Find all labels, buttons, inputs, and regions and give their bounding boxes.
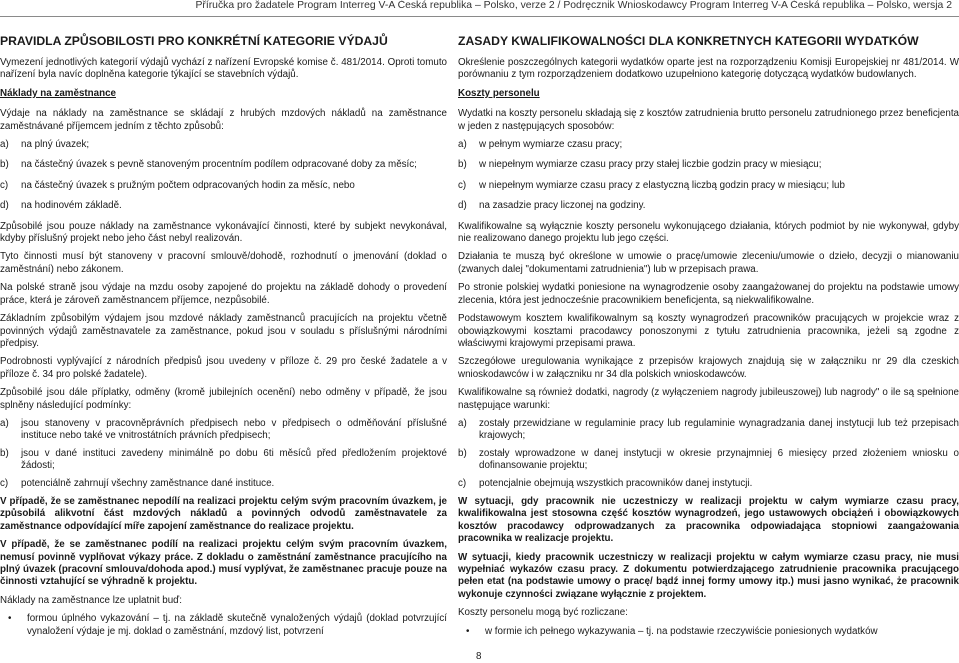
list-item [0, 448, 447, 473]
intro-paragraph: Określenie poszczególnych kategorii wydatków oparte jest na rozporządzeniu Komisji Europejskiej nr 481/2014. W porównaniu z tym rozporządzeniem dodatkowo uzupełniono kategorię dotyczącą wydatków budowlanych. [458, 57, 959, 81]
list-marker: a) [458, 139, 467, 151]
polish-column [458, 34, 959, 646]
list-marker: c) [0, 477, 9, 489]
bullet-marker: • [8, 613, 12, 625]
list-item [0, 139, 447, 151]
page-number: 8 [476, 651, 482, 662]
list-marker: b) [0, 159, 9, 171]
list-item-text: na zasadzie pracy liczonej na godziny. [479, 200, 646, 212]
list-item-text: w niepełnym wymiarze czasu pracy z elastyczną liczbą godzin pracy w miesiącu; lub [479, 179, 845, 191]
list-item-text: formou úplného vykazování – tj. na základě skutečně vynaložených výdajů (doklad potvrzující vynaložení výdaje je mj. doklad o zaměstnání, mzdový list, potvrzení [27, 613, 447, 637]
bold-paragraph: W sytuacji, gdy pracownik nie uczestniczy w realizacji projektu w całym wymiarze czasu pracy, kwalifikowalna jest stosowna część kosztów wynagrodzeń, jego ustawowych obciążeń i obowiązkowych kosztów pracodawcy odprowadzanych za pracownika odpowiadająca stopniowi zaangażowania pracownika w realizacje projektu. [458, 495, 959, 545]
list-item [458, 180, 959, 192]
list-marker: b) [458, 447, 467, 459]
running-header [0, 0, 959, 14]
list-item [458, 418, 959, 443]
list-item-text: na hodinovém základě. [21, 200, 122, 212]
list-item-text: na plný úvazek; [21, 139, 90, 151]
list-item-text: zostały przewidziane w regulaminie pracy lub regulaminie wynagradzania danej instytucji lub też przepisach krajowych; [479, 417, 959, 442]
list-item-text: potenciálně zahrnují všechny zaměstnance dané instituce. [21, 477, 275, 489]
bold-paragraph: V případě, že se zaměstnanec podílí na realizaci projektu celým svým pracovním úvazkem, nemusí povinně vyplňovat výkazy práce. Z dokladu o zaměstnání zaměstnance pracujícího na plný úvazek (pracovní smlouva/dohoda apod.) musí vyplývat, že zaměstnanec pracuje pouze na činnosti vztahující se výhradně k projektu. [0, 539, 447, 588]
list-marker: d) [0, 200, 9, 212]
section-title: PRAVIDLA ZPŮSOBILOSTI PRO KONKRÉTNÍ KATEGORIE VÝDAJŮ [0, 34, 388, 48]
list-marker: c) [458, 179, 467, 191]
list-item [458, 448, 959, 473]
list-item-text: w pełnym wymiarze czasu pracy; [479, 139, 623, 151]
list-item-text: na částečný úvazek s pevně stanoveným procentním podílem odpracované doby za měsíc; [21, 159, 417, 171]
conditions-list [0, 418, 447, 490]
paragraph: Tyto činnosti musí být stanoveny v pracovní smlouvě/dohodě, rozhodnutí o jmenování (doklad o zaměstnání) nebo zákonem. [0, 251, 447, 275]
running-title: Příručka pro žadatele Program Interreg V-A Česká republika – Polsko, verze 2 / Podręcznik Wnioskodawcy Program Interreg V-A Česká republika – Polsko, wersja 2 [195, 0, 952, 11]
bullet-list [0, 613, 447, 638]
employment-types-list [0, 139, 447, 213]
list-item-text: w niepełnym wymiarze czasu pracy przy stałej liczbie godzin pracy w miesiącu; [479, 159, 822, 171]
czech-column [0, 34, 447, 646]
list-item [458, 200, 959, 212]
paragraph: Náklady na zaměstnance lze uplatnit buď: [0, 594, 182, 606]
list-item [0, 180, 447, 192]
paragraph: Podstawowym kosztem kwalifikowalnym są koszty wynagrodzeń pracowników pracujących w projekcie wraz z obowiązkowymi kosztami pracodawcy ponoszonymi z tytułu zatrudnienia pracownika, jeżeli są zgodne z właściwymi krajowymi przepisami prawa. [458, 313, 959, 349]
list-item [458, 626, 959, 638]
list-item-text: potencjalnie obejmują wszystkich pracowników danej instytucji. [479, 477, 753, 489]
conditions-list [458, 418, 959, 490]
paragraph: Wydatki na koszty personelu składają się z kosztów zatrudnienia brutto personelu zatrudnionego przez beneficjenta w jeden z następujących sposobów: [458, 108, 959, 132]
list-marker: a) [0, 139, 9, 151]
section-title: ZASADY KWALIFIKOWALNOŚCI DLA KONKRETNYCH KATEGORII WYDATKÓW [458, 34, 919, 48]
paragraph: Działania te muszą być określone w umowie o pracę/umowie zleceniu/umowie o dzieło, decyzji o mianowaniu (zwanych dalej "dokumentami zatrudnienia") lub w przepisach prawa. [458, 251, 959, 275]
paragraph: Základním způsobilým výdajem jsou mzdové náklady zaměstnanců pracujících na projektu včetně povinných výdajů zaměstnavatele za zaměstnance, pokud jsou v souladu s příslušnými národními předpisy. [0, 313, 447, 349]
paragraph: Szczegółowe uregulowania wynikające z przepisów krajowych znajdują się w załączniku nr 29 dla czeskich wnioskodawców i w załączniku nr 34 dla polskich wnioskodawców. [458, 356, 959, 380]
bold-paragraph: W sytuacji, kiedy pracownik uczestniczy w realizacji projektu w całym wymiarze czasu pracy, nie musi wypełniać wykazów czasu pracy. Z dokumentu potwierdzającego zatrudnienie pracownika pracującego pełen etat (na podstawie umowy o pracę/ bądź innej formy umowy itp.) musi jasno wynikać, że pracownik wykonuje czynności związane wyłącznie z projektem. [458, 551, 959, 600]
list-item [458, 139, 959, 151]
list-item [0, 613, 447, 638]
bold-paragraph: V případě, že se zaměstnanec nepodílí na realizaci projektu celým svým pracovním úvazkem, je způsobilá alikvotní část mzdových nákladů a povinných odvodů zaměstnavatele za zaměstnance odpovídající míře zapojení zaměstnance do realizace projektu. [0, 495, 447, 532]
paragraph: Kwalifikowalne są wyłącznie koszty personelu wykonującego działania, których podmiot by nie wykonywał, gdyby nie realizowano danego projektu lub jego części. [458, 220, 959, 245]
list-item-text: jsou stanoveny v pracovněprávních předpisech nebo v předpisech o odměňování příslušné instituce nebo také ve vnitrostátních právních předpisech; [21, 417, 447, 442]
list-marker: a) [0, 417, 9, 429]
paragraph: Na polské straně jsou výdaje na mzdu osoby zapojené do projektu na základě dohody o provedení práce, která je zároveň zaměstnancem příjemce, nezpůsobilé. [0, 282, 447, 306]
list-item [0, 478, 447, 490]
header-divider [0, 16, 959, 17]
list-item-text: jsou v dané instituci zavedeny minimálně po dobu 6ti měsíců před předložením projektové žádosti; [21, 447, 447, 472]
subsection-heading: Koszty personelu [458, 87, 540, 99]
paragraph: Podrobnosti vyplývající z národních předpisů jsou uvedeny v příloze č. 29 pro české žadatele a v příloze č. 34 pro polské žadatele). [0, 356, 447, 380]
paragraph: Způsobilé jsou dále příplatky, odměny (kromě jubilejních ocenění) nebo odměny v případě, že jsou splněny následující podmínky: [0, 387, 447, 411]
bullet-list [458, 626, 959, 638]
list-item [0, 159, 447, 171]
list-marker: b) [0, 447, 9, 459]
list-item [458, 159, 959, 171]
list-marker: c) [0, 179, 9, 191]
list-item-text: w formie ich pełnego wykazywania – tj. na podstawie rzeczywiście poniesionych wydatków [485, 625, 878, 637]
paragraph: Po stronie polskiej wydatki poniesione na wynagrodzenie osoby zaangażowanej do projektu na podstawie umowy zlecenia, która jest jednocześnie pracownikiem beneficjenta, są niekwalifikowalne. [458, 282, 959, 306]
list-item [0, 200, 447, 212]
list-marker: a) [458, 417, 467, 429]
paragraph: Způsobilé jsou pouze náklady na zaměstnance vykonávající činnosti, které by subjekt nevykonával, kdyby příslušný projekt nebo jeho část nebyl realizován. [0, 220, 447, 245]
employment-types-list [458, 139, 959, 213]
list-marker: d) [458, 200, 467, 212]
list-item [458, 478, 959, 490]
list-item-text: na částečný úvazek s pružným počtem odpracovaných hodin za měsíc, nebo [21, 179, 355, 191]
subsection-heading: Náklady na zaměstnance [0, 87, 116, 99]
list-marker: c) [458, 477, 467, 489]
bullet-marker: • [466, 625, 470, 637]
list-item-text: zostały wprowadzone w danej instytucji w okresie przynajmniej 6 miesięcy przed złożeniem wniosku o dofinansowanie projektu; [479, 447, 959, 472]
paragraph: Koszty personelu mogą być rozliczane: [458, 607, 628, 619]
intro-paragraph: Vymezení jednotlivých kategorií výdajů vychází z nařízení Evropské komise č. 481/2014. Oproti tomuto nařízení byla navíc doplněna kategorie týkající se stavebních výdajů. [0, 57, 447, 81]
list-marker: b) [458, 159, 467, 171]
list-item [0, 418, 447, 443]
paragraph: Kwalifikowalne są również dodatki, nagrody (z wyłączeniem nagrody jubileuszowej) lub nagrody" o ile są spełnione następujące warunki: [458, 387, 959, 411]
paragraph: Výdaje na náklady na zaměstnance se skládají z hrubých mzdových nákladů na zaměstnance zaměstnávané příjemcem jedním z těchto způsobů: [0, 108, 447, 132]
